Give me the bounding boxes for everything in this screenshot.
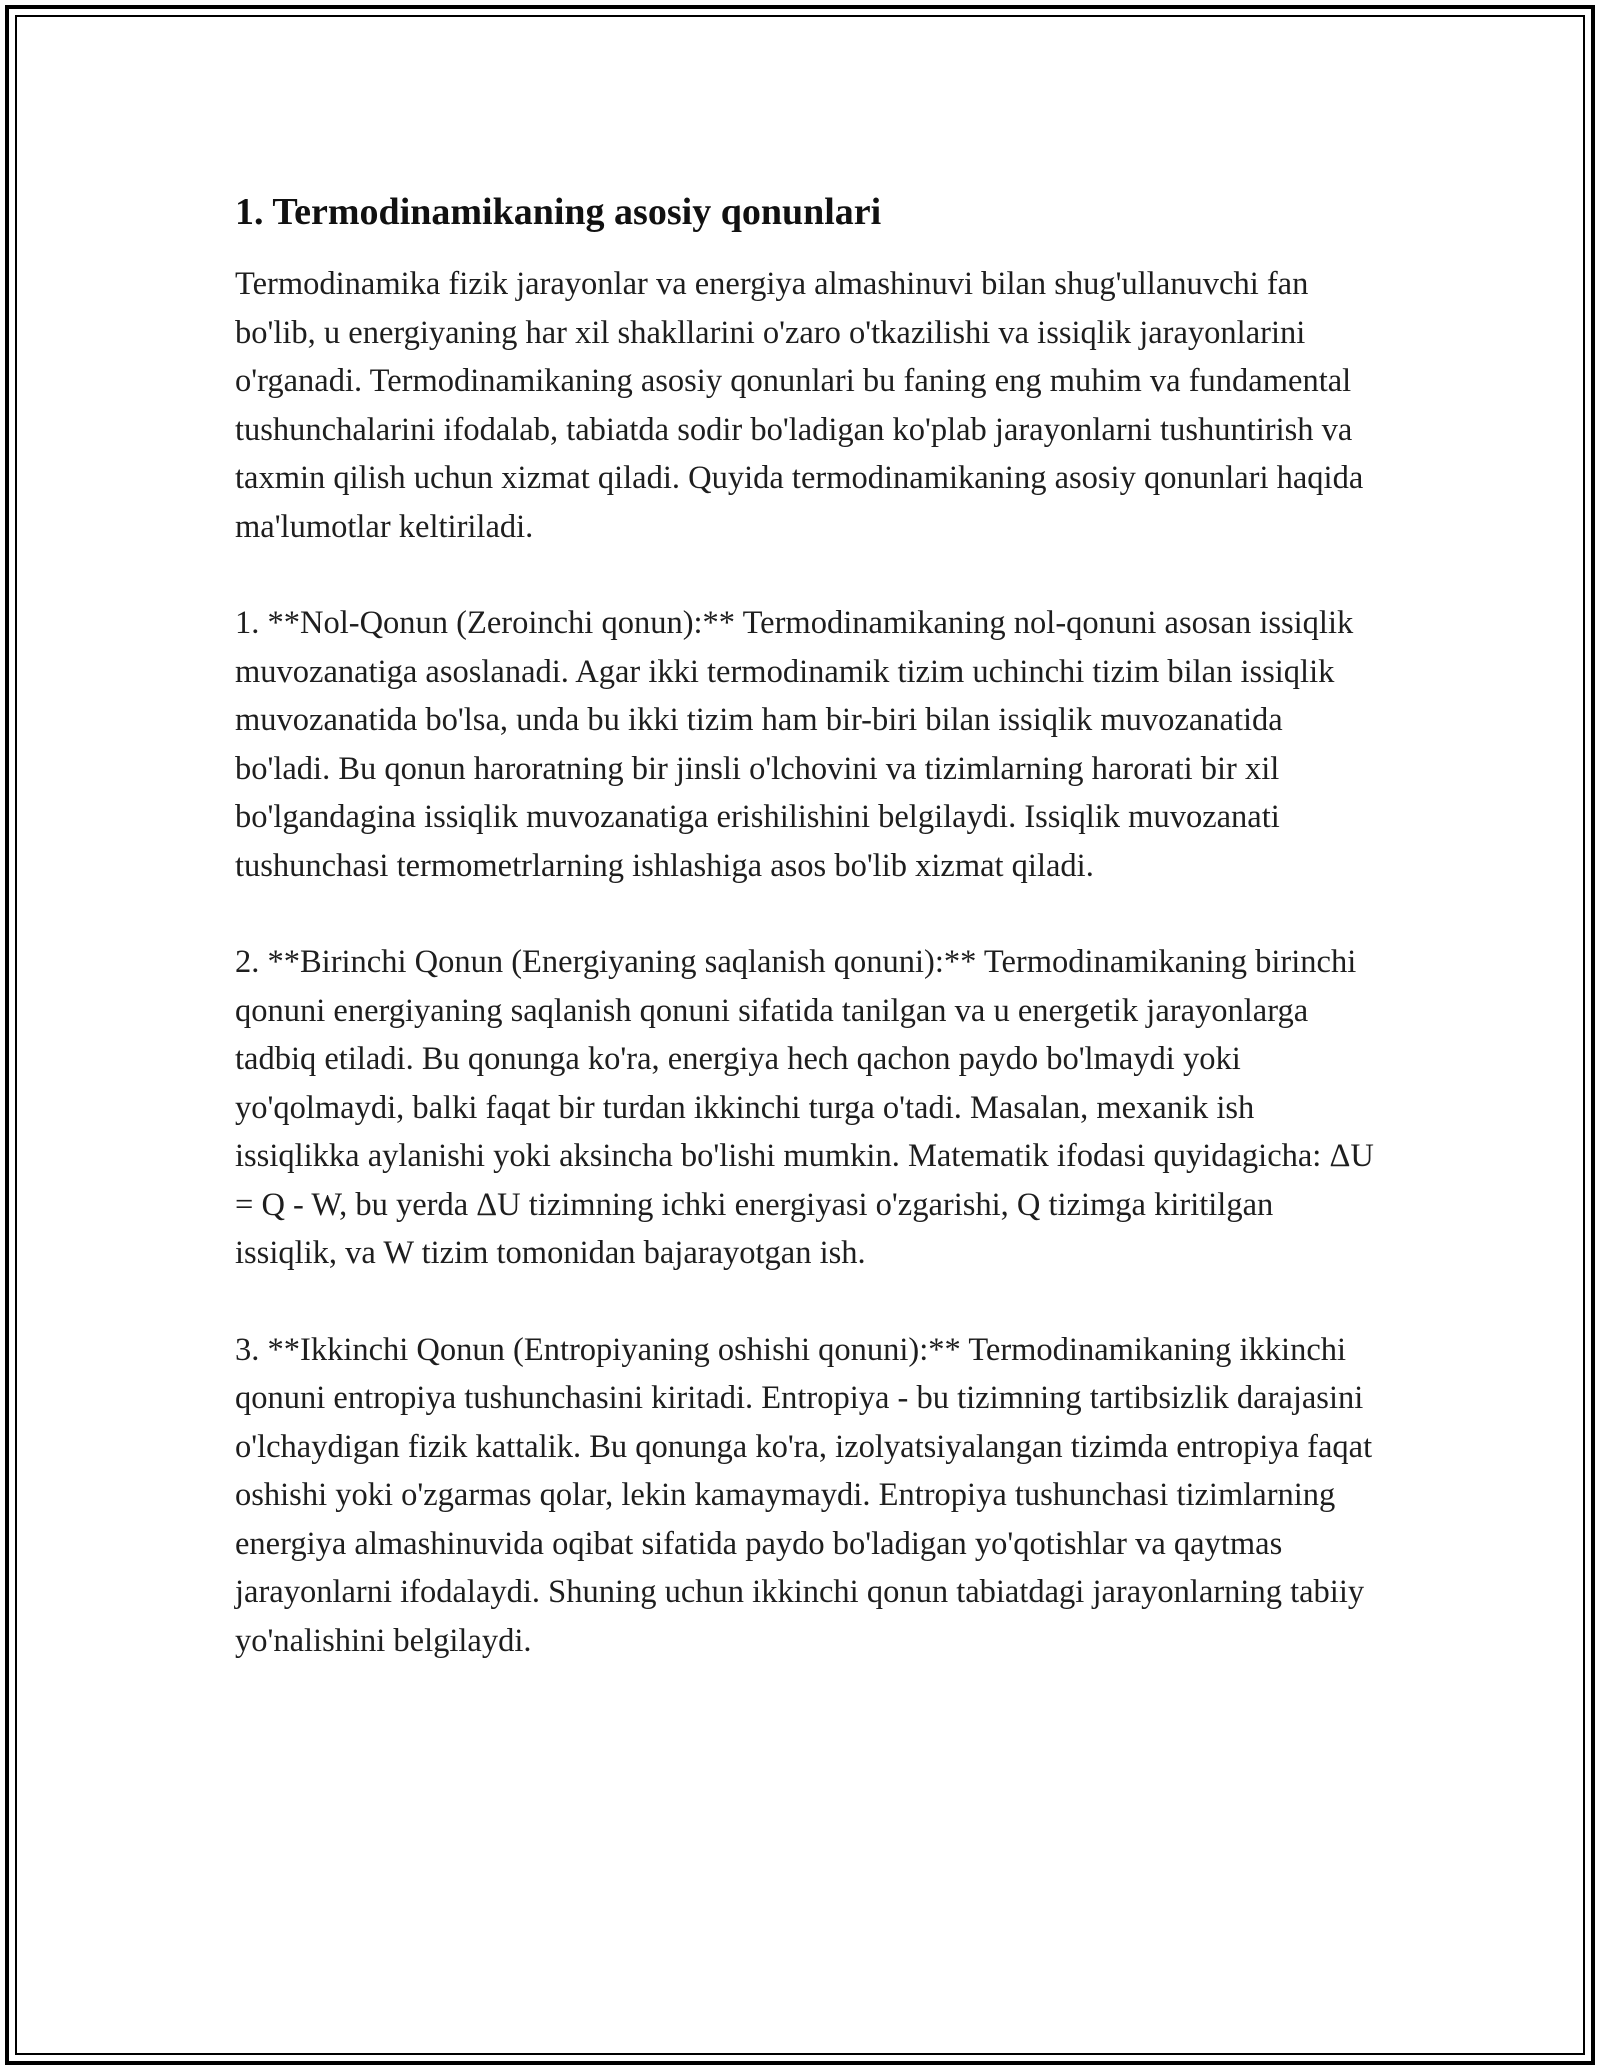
second-law-paragraph: 3. **Ikkinchi Qonun (Entropiyaning oshishi qonuni):** Termodinamikaning ikkinchi qonuni entropiya tushunchasini kiritadi. Entropiya - bu tizimning tartibsizlik darajasini o'lchaydigan fizik kattalik. Bu qonunga ko'ra, izolyatsiyalangan tizimda entropiya faqat oshishi yoki o'zgarmas qolar, lekin kamaymaydi. Entropiya tushunchasi tizimlarning energiya almashinuvida oqibat sifatida paydo bo'ladigan yo'qotishlar va qaytmas jarayonlarni ifodalaydi. Shuning uchun ikkinchi qonun tabiatdagi jarayonlarning tabiiy yo'nalishini belgilaydi. bbox=[235, 1331, 1373, 1659]
intro-paragraph: Termodinamika fizik jarayonlar va energiya almashinuvi bilan shug'ullanuvchi fan bo'lib, u energiyaning har xil shakllarini o'zaro o'tkazilishi va issiqlik jarayonlarini o'rganadi. Termodinamikaning asosiy qonunlari bu faning eng muhim va fundamental tushunchalarini ifodalab, tabiatda sodir bo'ladigan ko'plab jarayonlarni tushuntirish va taxmin qilish uchun xizmat qiladi. Quyida termodinamikaning asosiy qonunlari haqida ma'lumotlar keltiriladi. bbox=[235, 266, 1364, 545]
first-law-paragraph: 2. **Birinchi Qonun (Energiyaning saqlanish qonuni):** Termodinamikaning birinchi qonuni energiyaning saqlanish qonuni sifatida tanilgan va u energetik jarayonlarga tadbiq etiladi. Bu qonunga ko'ra, energiya hech qachon paydo bo'lmaydi yoki yo'qolmaydi, balki faqat bir turdan ikkinchi turga o'tadi. Masalan, mexanik ish issiqlikka aylanishi yoki aksincha bo'lishi mumkin. Matematik ifodasi quyidagicha: ΔU = Q - W, bu yerda ΔU tizimning ichki energiyasi o'zgarishi, Q tizimga kiritilgan issiqlik, va W tizim tomonidan bajarayotgan ish. bbox=[235, 944, 1374, 1271]
zeroth-law-paragraph: 1. **Nol-Qonun (Zeroinchi qonun):** Termodinamikaning nol-qonuni asosan issiqlik muvozanatiga asoslanadi. Agar ikki termodinamik tizim uchinchi tizim bilan issiqlik muvozanatida bo'lsa, unda bu ikki tizim ham bir-biri bilan issiqlik muvozanatida bo'ladi. Bu qonun haroratning bir jinsli o'lchovini va tizimlarning harorati bir xil bo'lgandagina issiqlik muvozanatiga erishilishini belgilaydi. Issiqlik muvozanati tushunchasi termometrlarning ishlashiga asos bo'lib xizmat qiladi. bbox=[235, 605, 1354, 884]
document-title: 1. Termodinamikaning asosiy qonunlari bbox=[235, 191, 882, 233]
document-body bbox=[235, 186, 1375, 1713]
